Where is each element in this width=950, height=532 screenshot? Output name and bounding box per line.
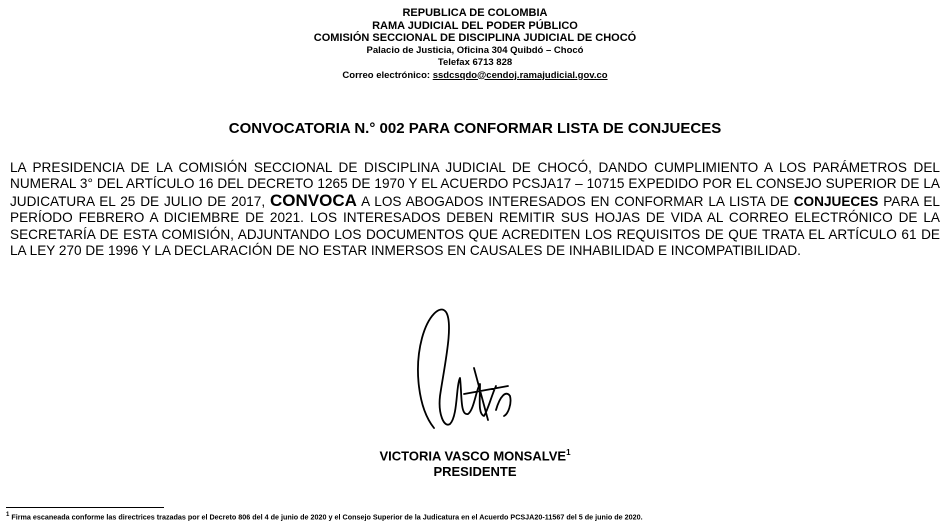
footnote-text: Firma escaneada conforme las directrices trazadas por el Decreto 806 del 4 de junio de 2020 y el Consejo Superior de la Judicatura en el Acuerdo PCSJA20-11567 del 5 de junio de 2020.: [9, 512, 643, 522]
email-label: Correo electrónico:: [342, 69, 433, 81]
signer-role: PRESIDENTE: [433, 464, 517, 480]
signer-name: VICTORIA VASCO MONSALVE: [379, 448, 567, 464]
footnote-divider: [6, 507, 164, 508]
signer-name-line: [0, 445, 950, 464]
header-branch: RAMA JUDICIAL DEL PODER PÚBLICO: [372, 19, 578, 32]
email-link[interactable]: ssdcsqdo@cendoj.ramajudicial.gov.co: [432, 69, 608, 81]
footnote: [6, 512, 946, 521]
header-email-line: [0, 70, 950, 83]
signature-block: [0, 445, 950, 480]
signer-footnote-mark: 1: [566, 448, 571, 457]
header-address: Palacio de Justicia, Oficina 304 Quibdó – Chocó: [366, 44, 584, 56]
body-convoca: CONVOCA: [270, 190, 357, 210]
body-part-1: LA PRESIDENCIA DE LA COMISIÓN SECCIONAL DE DISCIPLINA JUDICIAL DE CHOCÓ, DANDO CUMPLIMIENTO A LOS PARÁMETROS DEL NUMERAL 3° DEL ARTÍCULO 16 DEL DECRETO 1265 DE 1970 Y EL ACUERDO PCSJA17 – 10715 EXPEDIDO POR EL CONSEJO SUPERIOR DE LA JUDICATURA EL 25 DE JULIO DE 2017,: [10, 160, 940, 209]
footnote-mark: 1: [6, 512, 10, 518]
header-telefax: Telefax 6713 828: [437, 57, 513, 68]
letterhead: [0, 7, 950, 82]
body-conjueces: CONJUECES: [793, 193, 879, 209]
header-country: REPUBLICA DE COLOMBIA: [402, 7, 548, 19]
document-title: CONVOCATORIA N.° 002 PARA CONFORMAR LISTA DE CONJUECES: [228, 120, 722, 137]
body-part-2: A LOS ABOGADOS INTERESADOS EN CONFORMAR LA LISTA DE: [356, 193, 794, 209]
handwritten-signature: [400, 298, 530, 446]
header-commission: COMISIÓN SECCIONAL DE DISCIPLINA JUDICIAL DE CHOCÓ: [313, 32, 637, 44]
body-part-3: PARA EL PERÍODO FEBRERO A DICIEMBRE DE 2021. LOS INTERESADOS DEBEN REMITIR SUS HOJAS DE VIDA AL CORREO ELECTRÓNICO DE LA SECRETARÍA DE ESTA COMISIÓN, ADJUNTANDO LOS DOCUMENTOS QUE ACREDITEN LOS REQUISITOS DE QUE TRATA EL ARTÍCULO 61 DE LA LEY 270 DE 1996 Y LA DECLARACIÓN DE NO ESTAR INMERSOS EN CAUSALES DE INHABILIDAD E INCOMPATIBILIDAD.: [10, 193, 940, 259]
body-paragraph: [10, 160, 940, 259]
